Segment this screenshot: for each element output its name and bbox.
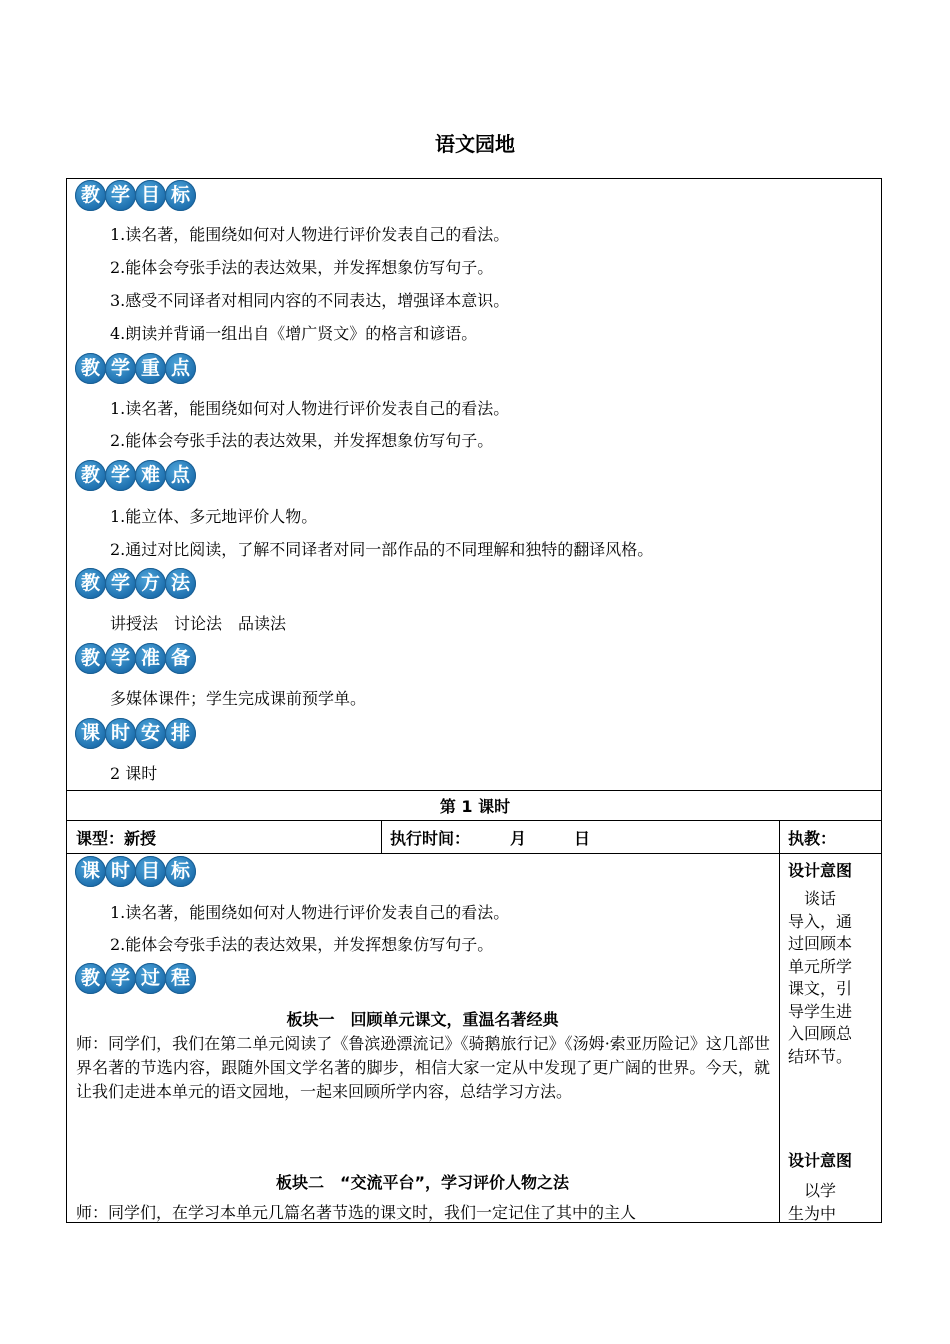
page-title: 语文园地 <box>435 132 515 156</box>
badge-schedule <box>75 718 195 749</box>
badge-char: 目 <box>135 180 166 211</box>
badge-char: 教 <box>75 568 106 599</box>
design-intent-line: 结环节。 <box>788 1046 853 1066</box>
badge-char: 教 <box>75 460 106 491</box>
badge-teaching-methods <box>75 568 195 599</box>
list-item: 4.朗读并背诵一组出自《增广贤文》的格言和谚语。 <box>110 324 478 343</box>
badge-lesson-goals <box>75 856 195 887</box>
badge-char: 学 <box>105 353 136 384</box>
design-intent-text <box>788 888 872 1068</box>
lesson-teacher: 执教： <box>788 829 837 848</box>
block-paragraph: 师：同学们，我们在第二单元阅读了《鲁滨逊漂流记》《骑鹅旅行记》《汤姆·索亚历险记》这几部世界名著的节选内容，跟随外国文学名著的脚步，相信大家一定从中发现了更广阔的世界。今天，就让我们走进本单元的语文园地，一起来回顾所学内容，总结学习方法。 <box>76 1034 770 1101</box>
list-item: 2 课时 <box>110 764 158 783</box>
badge-char: 时 <box>105 718 136 749</box>
design-intent-line: 导入，通 <box>788 911 853 931</box>
badge-char: 学 <box>105 460 136 491</box>
design-intent-line: 生为中 <box>788 1203 837 1223</box>
design-intent-title: 设计意图 <box>788 861 853 880</box>
lesson-type: 课型：新授 <box>76 829 157 848</box>
badge-teaching-goals <box>75 180 195 211</box>
list-item: 1.读名著，能围绕如何对人物进行评价发表自己的看法。 <box>110 225 510 244</box>
badge-char: 过 <box>135 963 166 994</box>
row-divider <box>66 820 881 821</box>
list-item: 2.能体会夸张手法的表达效果，并发挥想象仿写句子。 <box>110 935 494 954</box>
design-intent-title: 设计意图 <box>788 1151 853 1170</box>
badge-char: 学 <box>105 568 136 599</box>
col-divider <box>381 820 382 853</box>
row-divider <box>66 853 881 854</box>
badge-char: 法 <box>165 568 196 599</box>
badge-char: 学 <box>105 963 136 994</box>
design-intent-line: 课文，引 <box>788 979 853 998</box>
design-intent-line: 谈话 <box>788 889 837 908</box>
list-item: 1.读名著，能围绕如何对人物进行评价发表自己的看法。 <box>110 903 510 922</box>
design-intent-text <box>788 1180 872 1225</box>
badge-char: 教 <box>75 963 106 994</box>
badge-char: 点 <box>165 460 196 491</box>
design-intent-line: 以学 <box>788 1181 837 1200</box>
badge-teaching-prep <box>75 643 195 674</box>
block-paragraph: 师：同学们，在学习本单元几篇名著节选的课文时，我们一定记住了其中的主人 <box>76 1203 637 1222</box>
badge-char: 准 <box>135 643 166 674</box>
badge-char: 教 <box>75 643 106 674</box>
row-divider <box>66 790 881 791</box>
badge-char: 课 <box>75 718 106 749</box>
badge-char: 目 <box>135 856 166 887</box>
badge-char: 程 <box>165 963 196 994</box>
badge-teaching-difficulties <box>75 460 195 491</box>
col-divider <box>779 820 780 1222</box>
design-intent-line: 导学生进 <box>788 1001 853 1021</box>
list-item: 3.感受不同译者对相同内容的不同表达，增强译本意识。 <box>110 291 510 310</box>
badge-teaching-focus <box>75 353 195 384</box>
list-item: 讲授法 讨论法 品读法 <box>110 614 287 633</box>
badge-char: 学 <box>105 180 136 211</box>
badge-teaching-process <box>75 963 195 994</box>
badge-char: 难 <box>135 460 166 491</box>
badge-char: 学 <box>105 643 136 674</box>
list-item: 2.通过对比阅读，了解不同译者对同一部作品的不同理解和独特的翻译风格。 <box>110 540 654 559</box>
badge-char: 备 <box>165 643 196 674</box>
badge-char: 课 <box>75 856 106 887</box>
list-item: 2.能体会夸张手法的表达效果，并发挥想象仿写句子。 <box>110 431 494 450</box>
lesson-time: 执行时间： 月 日 <box>390 829 591 848</box>
list-item: 2.能体会夸张手法的表达效果，并发挥想象仿写句子。 <box>110 258 494 277</box>
badge-char: 安 <box>135 718 166 749</box>
design-intent-line: 单元所学 <box>788 956 853 976</box>
badge-char: 教 <box>75 180 106 211</box>
design-intent-line: 入回顾总 <box>788 1024 853 1043</box>
badge-char: 方 <box>135 568 166 599</box>
lesson-heading: 第 1 课时 <box>439 797 511 816</box>
badge-char: 标 <box>165 856 196 887</box>
list-item: 1.读名著，能围绕如何对人物进行评价发表自己的看法。 <box>110 399 510 418</box>
badge-char: 重 <box>135 353 166 384</box>
block-title: 板块二 “交流平台”，学习评价人物之法 <box>275 1173 570 1192</box>
badge-char: 时 <box>105 856 136 887</box>
block-title: 板块一 回顾单元课文，重温名著经典 <box>286 1010 559 1029</box>
list-item: 1.能立体、多元地评价人物。 <box>110 507 318 526</box>
badge-char: 点 <box>165 353 196 384</box>
badge-char: 排 <box>165 718 196 749</box>
badge-char: 教 <box>75 353 106 384</box>
design-intent-line: 过回顾本 <box>788 934 853 953</box>
badge-char: 标 <box>165 180 196 211</box>
list-item: 多媒体课件；学生完成课前预学单。 <box>110 689 367 708</box>
